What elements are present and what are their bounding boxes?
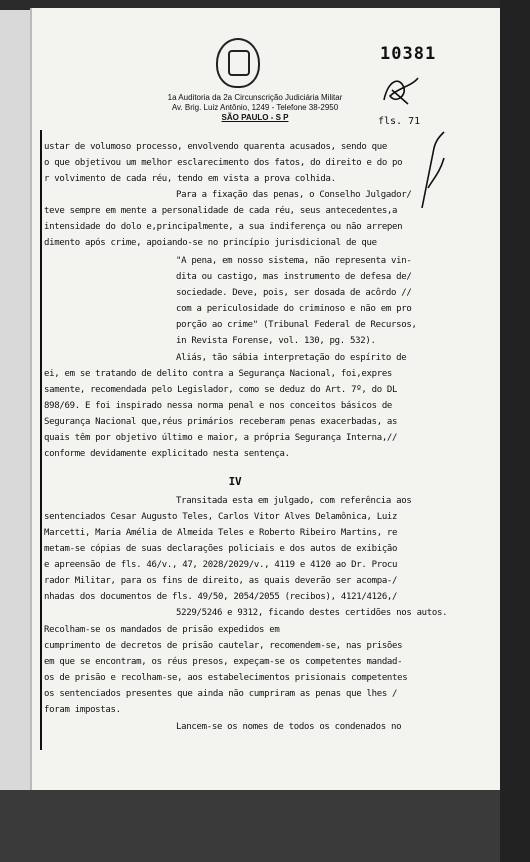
body-line: r volvimento de cada réu, tendo em vista a prova colhida. [44, 174, 336, 184]
coat-of-arms-seal [216, 38, 260, 88]
header-court: 1a Auditoria da 2a Circunscrição Judiciária Militar [167, 93, 343, 102]
body-line: rador Militar, para os fins de direito, as quais deverão ser acompa-/ [44, 576, 398, 586]
margin-signature [418, 128, 448, 218]
body-line: Para a fixação das penas, o Conselho Julgador/ [176, 190, 412, 200]
body-line: intensidade do dolo e,principalmente, a sua indiferença ou não arrepen [44, 222, 403, 232]
scan-bottom-shadow [0, 790, 530, 862]
body-line: os de prisão e recolham-se, aos estabelecimentos prisionais competentes [44, 673, 408, 683]
body-line: 5229/5246 e 9312, ficando destes certidões nos autos. [176, 608, 448, 618]
body-line: Transitada esta em julgado, com referência aos [176, 496, 412, 506]
body-line: foram impostas. [44, 705, 121, 715]
body-line: quais têm por objetivo último e maior, a própria Segurança Interna,// [44, 433, 398, 443]
body-line: Marcetti, Maria Amélia de Almeida Teles e Roberto Ribeiro Martins, re [44, 528, 398, 538]
body-line: nhadas dos documentos de fls. 49/50, 2054/2055 (recibos), 4121/4126,/ [44, 592, 398, 602]
body-line: cumprimento de decretos de prisão cautelar, recomendem-se, nas prisões [44, 641, 403, 651]
body-line: conforme devidamente explicitado nesta sentença. [44, 449, 290, 459]
body-line: in Revista Forense, vol. 130, pg. 532). [176, 336, 376, 346]
body-line: em que se encontram, os réus presos, expeçam-se os competentes mandad- [44, 657, 403, 667]
body-line: e apreensão de fls. 46/v., 47, 2028/2029/v., 4119 e 4120 ao Dr. Procu [44, 560, 398, 570]
body-line: porção ao crime" (Tribunal Federal de Recursos, [176, 320, 417, 330]
scan-right-shadow [500, 0, 530, 862]
body-line: samente, recomendada pelo Legislador, como se deduz do Art. 7º, do DL [44, 385, 398, 395]
body-line: teve sempre em mente a personalidade de cada réu, seus antecedentes,a [44, 206, 398, 216]
body-line: com a periculosidade do criminoso e não em pro [176, 304, 412, 314]
body-line: Lancem-se os nomes de todos os condenados no [176, 722, 402, 732]
body-line: 898/69. E foi inspirado nessa norma penal e nos conceitos básicos de [44, 401, 393, 411]
body-line: ei, em se tratando de delito contra a Segurança Nacional, foi,expres [44, 369, 393, 379]
section-heading: IV [228, 475, 242, 488]
body-line: ustar de volumoso processo, envolvendo quarenta acusados, sendo que [44, 142, 387, 152]
rubric-signature [378, 70, 424, 110]
body-line: dimento após crime, apoiando-se no princípio jurisdicional de que [44, 238, 377, 248]
body-line: "A pena, em nosso sistema, não representa vin- [176, 256, 412, 266]
body-line: metam-se cópias de suas declarações policiais e dos autos de exibição [44, 544, 398, 554]
body-line: Aliás, tão sábia interpretação do espírito de [176, 353, 407, 363]
header-address: Av. Brig. Luiz Antônio, 1249 - Telefone 38-2950 [171, 103, 339, 112]
body-line: dita ou castigo, mas instrumento de defesa de/ [176, 272, 412, 282]
body-line: sociedade. Deve, pois, ser dosada de acôrdo // [176, 288, 412, 298]
body-line: Recolham-se os mandados de prisão expedidos em [44, 625, 280, 635]
body-line: Segurança Nacional que,réus primários receberam penas exacerbadas, as [44, 417, 398, 427]
header-city: SÃO PAULO - S P [221, 113, 289, 122]
stamp-number: 10381 [380, 44, 437, 64]
body-line: os sentenciados presentes que ainda não cumpriram as penas que lhes / [44, 689, 398, 699]
body-line: sentenciados Cesar Augusto Teles, Carlos Vitor Alves Delamônica, Luiz [44, 512, 398, 522]
body-line: o que objetivou um melhor esclarecimento dos fatos, do direito e do po [44, 158, 403, 168]
folio-number: fls. 71 [378, 116, 421, 127]
